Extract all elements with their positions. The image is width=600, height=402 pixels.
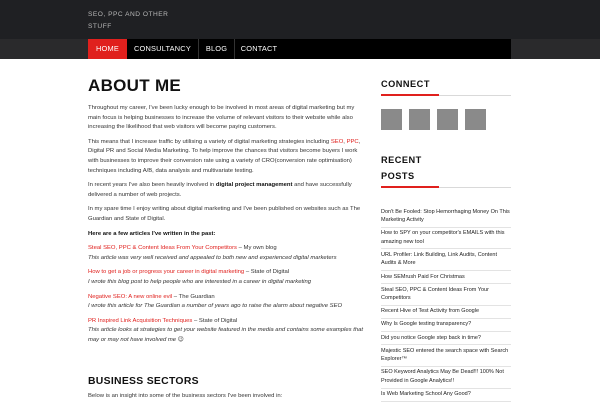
recent-post-link[interactable]: URL Profiler: Link Building, Link Audits, Content Audits & More	[381, 249, 511, 271]
recent-post-link[interactable]: SEO Keyword Analytics May Be Dead!!! 100% Not Provided in Google Analytics!!	[381, 367, 511, 389]
article-note-text: This article looks at strategies to get your website featured in the media and contains some examples that may or may not have involved me 😉	[88, 327, 364, 343]
recent-title-line: RECENT	[381, 155, 422, 165]
recent-posts-divider	[381, 187, 511, 188]
seo-link[interactable]: SEO	[330, 138, 344, 145]
article-link[interactable]: PR Inspired Link Acquisition Techniques	[88, 317, 193, 324]
article-item	[88, 317, 364, 327]
project-paragraph	[88, 181, 364, 200]
publications-paragraph: In my spare time I enjoy writing about digital marketing and I've been published on websites such as The Guardian and State of Digital.	[88, 206, 361, 222]
article-source: – My own blog	[236, 245, 277, 252]
article-note	[88, 254, 364, 264]
social-icon[interactable]	[381, 109, 402, 130]
main-content	[88, 76, 364, 343]
articles-heading-text: Here are a few articles I've written in the past:	[88, 230, 216, 237]
article-note-text: I wrote this blog post to help people who are interested in a career in digital marketing	[88, 278, 311, 285]
page-title: ABOUT ME	[88, 76, 182, 95]
business-sectors-intro: Below is an insight into some of the business sectors I've been involved in:	[88, 393, 283, 399]
nav-item-blog[interactable]: BLOG	[205, 44, 228, 53]
article-link[interactable]: Steal SEO, PPC & Content Ideas From Your Competitors	[88, 245, 237, 252]
recent-post-link[interactable]: Is Web Marketing School Any Good?	[381, 389, 511, 402]
article-link[interactable]: Negative SEO: A new online evil	[88, 293, 173, 300]
text: In recent years I've also been heavily involved in	[88, 182, 216, 189]
article-note	[88, 302, 364, 312]
article-item	[88, 244, 364, 254]
social-icon[interactable]	[409, 109, 430, 130]
text: and have successfully delivered a number of web projects.	[88, 182, 352, 198]
recent-post-link[interactable]: Why Is Google testing transparency?	[381, 319, 511, 332]
business-sectors-title: BUSINESS SECTORS	[88, 376, 199, 387]
nav-item-consultancy[interactable]: CONSULTANCY	[134, 44, 191, 53]
ppc-link[interactable]: PPC	[346, 138, 359, 145]
articles-heading	[88, 230, 364, 240]
recent-post-link[interactable]: Steal SEO, PPC & Content Ideas From Your Competitors	[381, 284, 511, 306]
article-note	[88, 326, 364, 345]
recent-posts-list	[381, 206, 511, 402]
article-source: – State of Digital	[244, 269, 290, 276]
text: ,	[343, 138, 347, 145]
about-content	[88, 104, 364, 350]
nav-item-contact[interactable]: CONTACT	[240, 44, 278, 53]
article-note	[88, 278, 364, 288]
main-navigation	[0, 39, 600, 59]
connect-divider	[381, 95, 511, 96]
strategy-paragraph	[88, 138, 364, 176]
recent-title-line: POSTS	[381, 171, 415, 181]
connect-title: CONNECT	[381, 79, 430, 89]
divider-accent	[381, 94, 439, 96]
article-link[interactable]: How to get a job or progress your career in digital marketing	[88, 269, 245, 276]
site-tagline: SEO, PPC AND OTHER STUFF	[88, 11, 169, 30]
text: This means that I increase traffic by utilising a variety of digital marketing strategies including	[88, 138, 331, 145]
article-source: – The Guardian	[172, 293, 215, 300]
article-note-text: This article was very well received and appealed to both new and experienced digital marketers	[88, 254, 337, 261]
recent-posts-title	[381, 152, 511, 184]
recent-post-link[interactable]: How SEMrush Paid For Christmas	[381, 271, 511, 284]
sidebar	[381, 76, 511, 397]
article-item	[88, 268, 364, 278]
recent-post-link[interactable]: How to SPY on your competitor's EMAILS with this amazing new tool	[381, 228, 511, 250]
site-header	[0, 0, 600, 39]
nav-item-home[interactable]: HOME	[88, 39, 127, 59]
recent-post-link[interactable]: Did you notice Google step back in time?	[381, 332, 511, 345]
intro-paragraph: Throughout my career, I've been lucky enough to be involved in most areas of digital marketing but my main focus is helping businesses to increase the volume of relevant visitors to their website while also increasing the likelihood that web visitors will become paying customers.	[88, 105, 355, 131]
recent-posts-widget	[381, 152, 511, 188]
article-item	[88, 293, 364, 303]
divider-accent	[381, 186, 439, 188]
text: , Digital PR and Social Media Marketing. To help improve the chances that visitors become buyers I work with businesses to improve their conversion rate using a variety of CRO(conversion rate optimisation) techniques including A/B, data analysis and multivariate testing.	[88, 138, 361, 174]
nav-bar-inner	[88, 39, 511, 59]
highlight-text: digital project management	[215, 182, 293, 189]
article-source: – State of Digital	[192, 317, 238, 324]
article-note-text: I wrote this article for The Guardian a number of years ago to raise the alarm about negative SEO	[88, 303, 343, 310]
social-icon[interactable]	[437, 109, 458, 130]
recent-post-link[interactable]: Recent Hive of Test Activity from Google	[381, 306, 511, 319]
social-icon[interactable]	[465, 109, 486, 130]
recent-post-link[interactable]: Majestic SEO entered the search space with Search Explorer™	[381, 345, 511, 367]
recent-post-link[interactable]: Don't Be Fooled: Stop Hemorrhaging Money On This Marketing Activity	[381, 206, 511, 228]
